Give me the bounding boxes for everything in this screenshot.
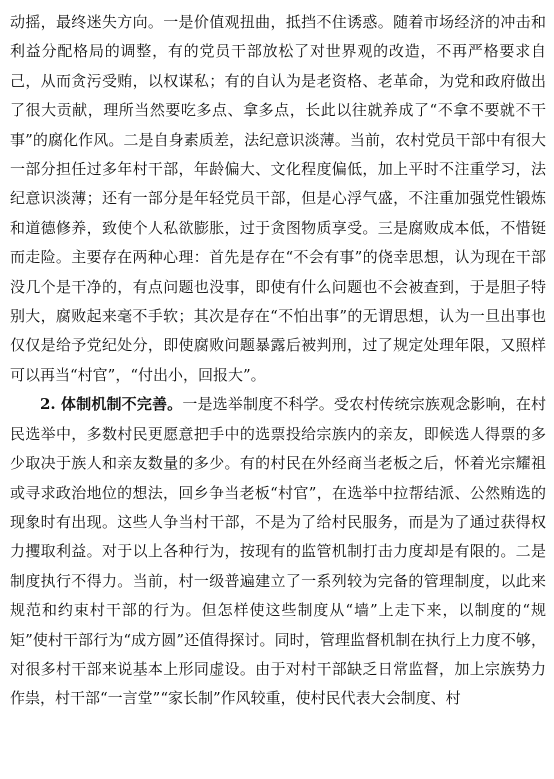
paragraph-1-text: 动摇，最终迷失方向。一是价值观扭曲，抵挡不住诱惑。随着市场经济的冲击和利益分配格局的调整，有的党员干部放松了对世界观的改造，不再严格要求自己，从而贪污受贿，以权谋私；有的自认为是老资格、老革命，为党和政府做出了很大贡献，理所当然要吃多点、拿多点，长此以往就养成了“不拿不要就不干事”的腐化作风。二是自身素质差，法纪意识淡薄。当前，农村党员干部中有很大一部分担任过多年村干部，年龄偏大、文化程度偏低，加上平时不注重学习，法纪意识淡薄；还有一部分是年轻党员干部，但是心浮气盛，不注重加强党性锻炼和道德修养，致使个人私欲膨胀，过于贪图物质享受。三是腐败成本低，不惜铤而走险。主要存在两种心理：首先是存在“不会有事”的侥幸思想，认为现在干部没几个是干净的，有点问题也没事，即使有什么问题也不会被查到，于是胆子特别大，腐败起来毫不手软；其次是存在“不怕出事”的无谓思想，认为一旦出事也仅仅是给予党纪处分，即使腐败问题暴露后被判刑，过了规定处理年限，又照样可以再当“村官”，“付出小，回报大”。	[10, 13, 546, 384]
paragraph-1	[10, 8, 546, 390]
paragraph-2	[10, 390, 546, 713]
paragraph-2-text: 一是选举制度不科学。受农村传统宗族观念影响，在村民选举中，多数村民更愿意把手中的选票投给宗族内的亲友，即候选人得票的多少取决于族人和亲友数量的多少。有的村民在外经商当老板之后，怀着光宗耀祖或寻求政治地位的想法，回乡争当老板“村官”，在选举中拉帮结派、公然贿选的现象时有出现。这些人争当村干部，不是为了给村民服务，而是为了通过获得权力攫取利益。对于以上各种行为，按现有的监管机制打击力度却是有限的。二是制度执行不得力。当前，村一级普遍建立了一系列较为完备的管理制度，以此来规范和约束村干部的行为。但怎样使这些制度从“墙”上走下来，以制度的“规矩”使村干部行为“成方圆”还值得探讨。同时，管理监督机制在执行上力度不够，对很多村干部来说基本上形同虚设。由于对村干部缺乏日常监督，加上宗族势力作祟，村干部“一言堂”“家长制”作风较重，使村民代表大会制度、村	[10, 395, 546, 708]
section-heading: 2. 体制机制不完善。	[40, 395, 183, 414]
